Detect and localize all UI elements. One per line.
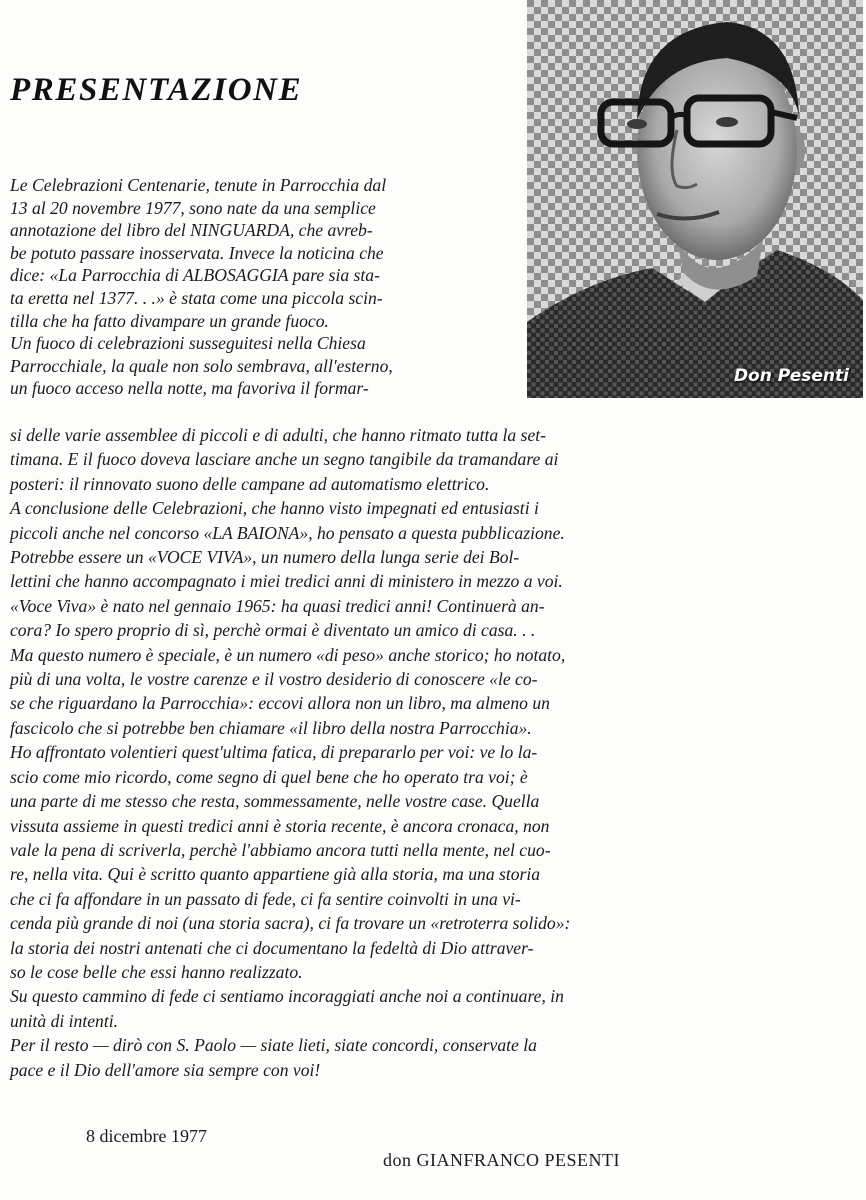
text-line: A conclusione delle Celebrazioni, che hanno visto impegnati ed entusiasti i (10, 498, 539, 519)
text-line: posteri: il rinnovato suono delle campane ad automatismo elettrico. (10, 473, 490, 494)
text-line: scio come mio ricordo, come segno di quel bene che ho operato tra voi; è (10, 766, 528, 787)
text-line: se che riguardano la Parrocchia»: eccovi allora non un libro, ma almeno un (10, 693, 550, 714)
body-text-narrow (10, 174, 515, 400)
page-title: PRESENTAZIONE (10, 72, 303, 108)
text-line: cenda più grande di noi (una storia sacra), ci fa trovare un «retroterra solido»: (10, 913, 571, 934)
text-line: lettini che hanno accompagnato i miei tredici anni di ministero in mezzo a voi. (10, 571, 563, 592)
text-line: pace e il Dio dell'amore sia sempre con voi! (10, 1059, 321, 1080)
text-line: la storia dei nostri antenati che ci documentano la fedeltà di Dio attraver- (10, 937, 534, 958)
text-line: Su questo cammino di fede ci sentiamo incoraggiati anche noi a continuare, in (10, 986, 564, 1007)
text-line: re, nella vita. Qui è scritto quanto appartiene già alla storia, ma una storia (10, 864, 541, 885)
text-line: piccoli anche nel concorso «LA BAIONA», ho pensato a questa pubblicazione. (10, 522, 565, 543)
text-line: un fuoco acceso nella notte, ma favoriva il formar- (10, 378, 369, 399)
text-line: Parrocchiale, la quale non solo sembrava, all'esterno, (10, 355, 393, 376)
text-line: ta eretta nel 1377. . .» è stata come una piccola scin- (10, 287, 383, 308)
text-line: Le Celebrazioni Centenarie, tenute in Parrocchia dal (10, 175, 387, 195)
text-line: vissuta assieme in questi tredici anni è storia recente, è ancora cronaca, non (10, 815, 550, 836)
text-line: Un fuoco di celebrazioni susseguitesi nella Chiesa (10, 333, 366, 354)
text-line: più di una volta, le vostre carenze e il vostro desiderio di conoscere «le co- (10, 669, 538, 690)
portrait-image (527, 0, 863, 398)
text-line: una parte di me stesso che resta, sommessamente, nelle vostre case. Quella (10, 791, 540, 812)
text-line: unità di intenti. (10, 1010, 119, 1031)
text-line: fascicolo che si potrebbe ben chiamare «il libro della nostra Parrocchia». (10, 717, 532, 738)
photo-caption: Don Pesenti (733, 366, 849, 386)
text-line: Potrebbe essere un «VOCE VIVA», un numero della lunga serie dei Bol- (10, 547, 520, 568)
text-line: annotazione del libro del NINGUARDA, che avreb- (10, 220, 373, 241)
text-line: Per il resto — dirò con S. Paolo — siate lieti, siate concordi, conservate la (10, 1035, 537, 1056)
text-line: dice: «La Parrocchia di ALBOSAGGIA pare sia sta- (10, 265, 380, 286)
text-line: vale la pena di scriverla, perchè l'abbiamo ancora tutti nella mente, nel cuo- (10, 839, 551, 860)
text-line: Ma questo numero è speciale, è un numero «di peso» anche storico; ho notato, (10, 644, 566, 665)
text-line: Ho affrontato volentieri quest'ultima fatica, di prepararlo per voi: ve lo la- (10, 742, 538, 763)
text-line: «Voce Viva» è nato nel gennaio 1965: ha quasi tredici anni! Continuerà an- (10, 595, 545, 616)
text-line: so le cose belle che essi hanno realizzato. (10, 961, 303, 982)
text-line: timana. E il fuoco doveva lasciare anche un segno tangibile da tramandare ai (10, 449, 559, 470)
text-line: 13 al 20 novembre 1977, sono nate da una semplice (10, 197, 376, 218)
text-line: be potuto passare inosservata. Invece la noticina che (10, 242, 384, 263)
author-signature: don GIANFRANCO PESENTI (383, 1150, 621, 1170)
text-line: si delle varie assemblee di piccoli e di adulti, che hanno ritmato tutta la set- (10, 425, 547, 445)
text-line: tilla che ha fatto divampare un grande fuoco. (10, 310, 329, 331)
portrait-photo (527, 0, 863, 398)
document-date: 8 dicembre 1977 (86, 1126, 207, 1146)
body-text-wide (10, 423, 852, 1082)
text-line: che ci fa affondare in un passato di fede, ci fa sentire coinvolti in una vi- (10, 888, 521, 909)
text-line: cora? Io spero proprio di sì, perchè ormai è diventato un amico di casa. . . (10, 620, 536, 641)
